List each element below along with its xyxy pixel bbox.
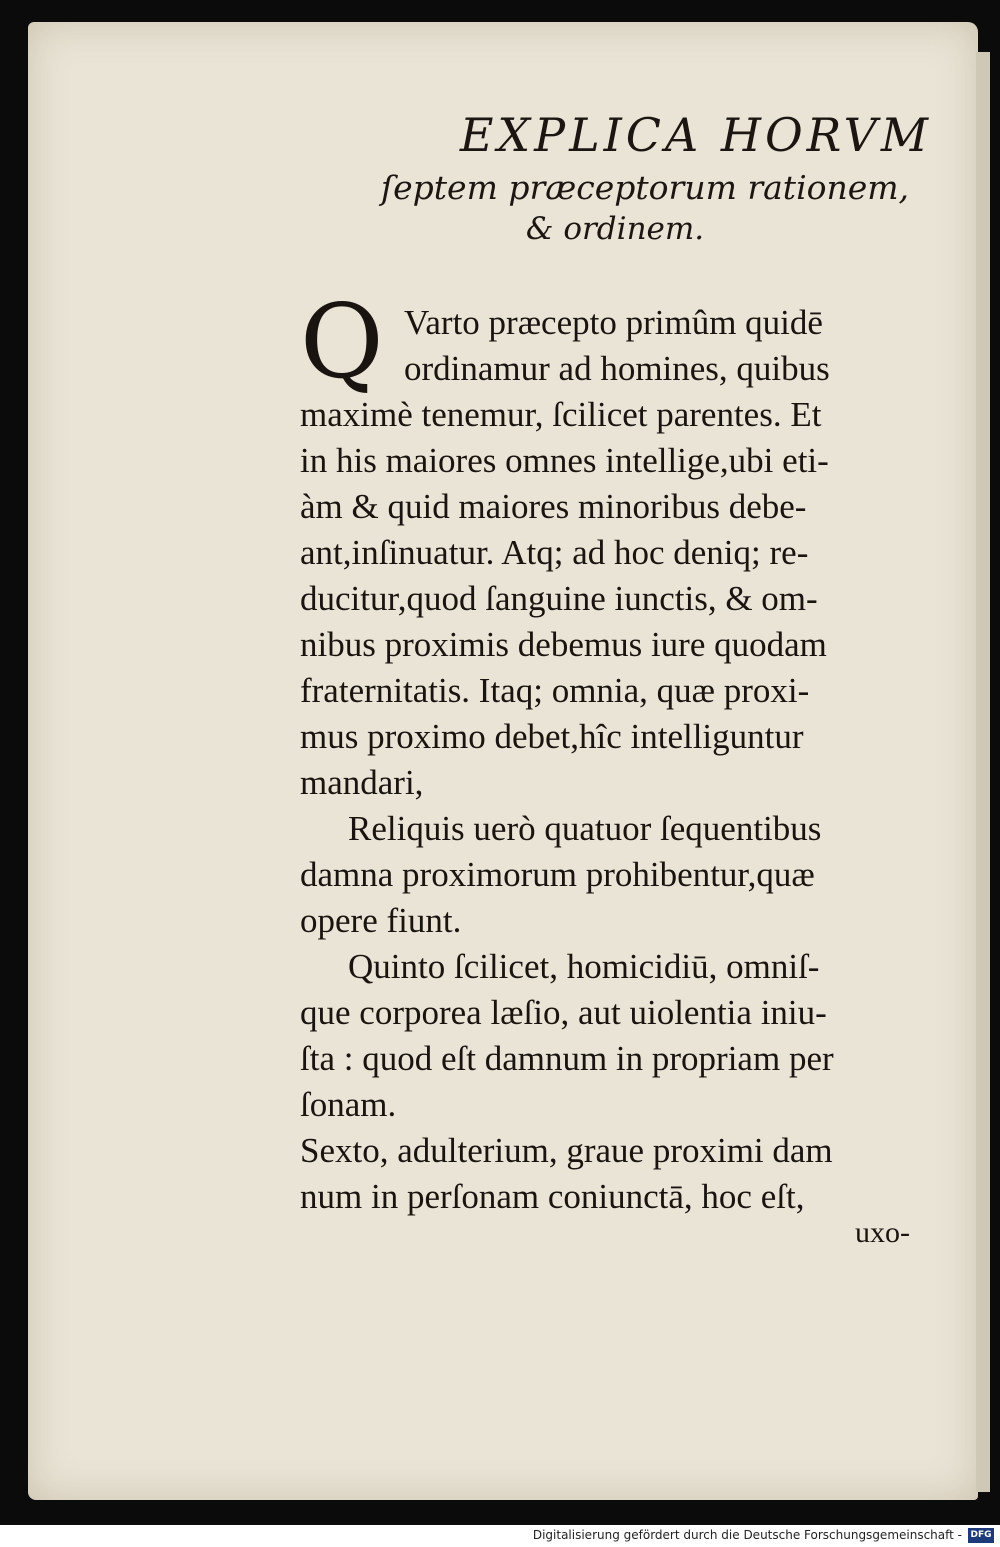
text-line: ſta : quod eſt damnum in propriam per xyxy=(300,1039,834,1078)
text-line: opere fiunt. xyxy=(300,901,462,940)
drop-cap: Q xyxy=(300,283,384,402)
text-line: ducitur,quod ſanguine iunctis, & om- xyxy=(300,579,818,618)
text-line: mus proximo debet,hîc intelliguntur xyxy=(300,717,804,756)
text-line: Reliquis uerò quatuor ſequentibus xyxy=(348,809,822,848)
text-line: àm & quid maiores minoribus debe- xyxy=(300,487,807,526)
text-line: in his maiores omnes intellige,ubi eti- xyxy=(300,441,829,480)
footer-credit: Digitalisierung gefördert durch die Deutsche Forschungsgemeinschaft - xyxy=(532,1528,962,1542)
text-line: Quinto ſcilicet, homicidiū, omniſ- xyxy=(348,947,820,986)
footer-bar xyxy=(0,1525,1000,1547)
text-line: ſonam. xyxy=(300,1085,397,1124)
text-line: fraternitatis. Itaq; omnia, quæ proxi- xyxy=(300,671,810,710)
body-text xyxy=(300,283,950,1220)
heading-line-1: EXPLICA HORVM xyxy=(459,108,932,162)
text-line: damna proximorum prohibentur,quæ xyxy=(300,855,815,894)
text-line: maximè tenemur, ſcilicet parentes. Et xyxy=(300,395,822,434)
text-line: Varto præcepto primûm quidē xyxy=(404,303,823,342)
text-line: nibus proximis debemus iure quodam xyxy=(300,625,827,664)
text-line: Sexto, adulterium, graue proximi dam xyxy=(300,1131,833,1170)
text-line: que corporea læſio, aut uiolentia iniu- xyxy=(300,993,827,1032)
text-line: ant,inſinuatur. Atq; ad hoc deniq; re- xyxy=(300,533,809,572)
catchword: uxo- xyxy=(855,1216,910,1249)
heading-line-3: & ordinem. xyxy=(525,211,705,247)
text-line: mandari, xyxy=(300,763,424,802)
heading xyxy=(250,108,950,247)
text-line: ordinamur ad homines, quibus xyxy=(404,349,830,388)
dfg-logo-icon: DFG xyxy=(968,1528,994,1543)
heading-line-2: ſeptem præceptorum rationem, xyxy=(380,168,910,207)
first-paragraph xyxy=(300,283,950,806)
text-line: num in perſonam coniunctā, hoc eſt, xyxy=(300,1177,805,1216)
page-edge xyxy=(976,52,990,1492)
